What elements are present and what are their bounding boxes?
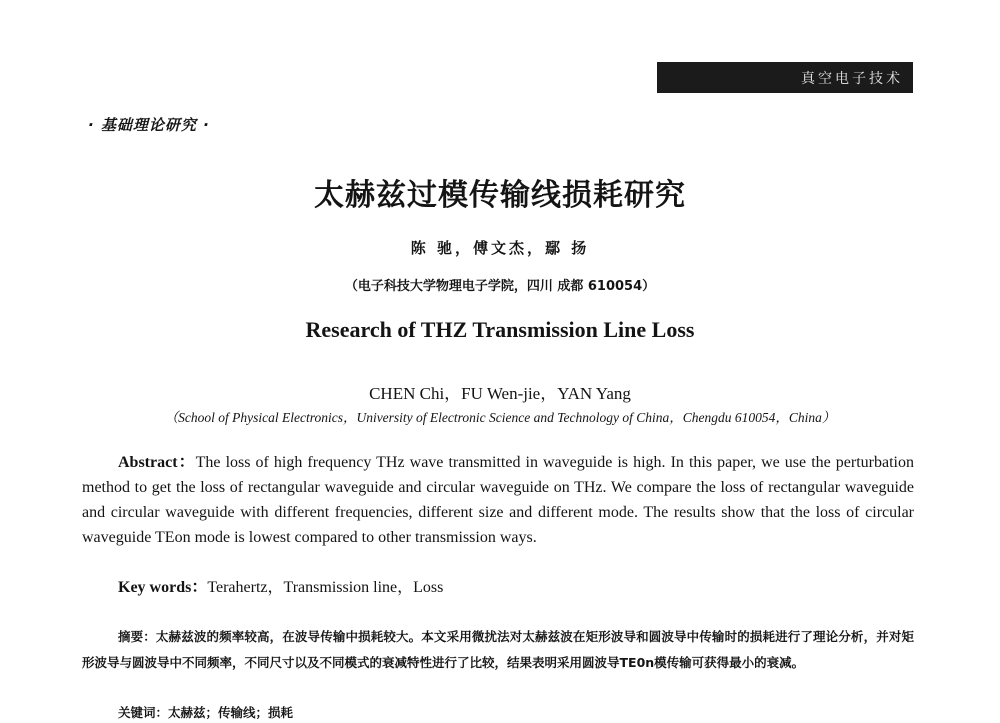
keywords-english-label: Key words： xyxy=(118,579,208,596)
keywords-chinese xyxy=(118,703,293,723)
abstract-chinese-label: 摘要： xyxy=(118,629,156,644)
abstract-english xyxy=(82,450,914,550)
journal-header-banner xyxy=(657,62,913,93)
keywords-english xyxy=(118,575,443,600)
keywords-english-text: Terahertz，Transmission line，Loss xyxy=(207,579,444,596)
abstract-english-label: Abstract： xyxy=(118,454,196,471)
abstract-english-text: The loss of high frequency THz wave transmitted in waveguide is high. In this paper, we use the perturbation method to get the loss of rectangular waveguide and circular waveguide on THz. We compare the loss of rectangular waveguide and circular waveguide with different frequencies, different size and different mode. The results show that the loss of circular waveguide TEon mode is lowest compared to other transmission ways. xyxy=(82,454,914,546)
authors-english: CHEN Chi，FU Wen-jie，YAN Yang xyxy=(369,384,631,403)
section-label: · 基础理论研究 · xyxy=(88,116,210,134)
authors-chinese: 陈 驰，傅文杰，鄢 扬 xyxy=(410,239,590,257)
keywords-chinese-label: 关键词： xyxy=(118,705,169,720)
journal-name: 真空电子技术 xyxy=(801,70,903,87)
title-chinese: 太赫兹过模传输线损耗研究 xyxy=(314,178,686,213)
affiliation-chinese: （电子科技大学物理电子学院，四川 成都 610054） xyxy=(344,279,656,294)
title-english: Research of THZ Transmission Line Loss xyxy=(305,317,695,342)
abstract-chinese xyxy=(82,624,914,676)
keywords-chinese-text: 太赫兹；传输线；损耗 xyxy=(168,705,294,720)
affiliation-english: （School of Physical Electronics，University of Electronic Science and Technology of China，Chengdu 610054，China） xyxy=(164,410,836,425)
abstract-chinese-text: 太赫兹波的频率较高，在波导传输中损耗较大。本文采用微扰法对太赫兹波在矩形波导和圆波导中传输时的损耗进行了理论分析，并对矩形波导与圆波导中不同频率，不同尺寸以及不同模式的衰减特性进行了比较，结果表明采用圆波导TE0n模传输可获得最小的衰减。 xyxy=(82,629,914,670)
